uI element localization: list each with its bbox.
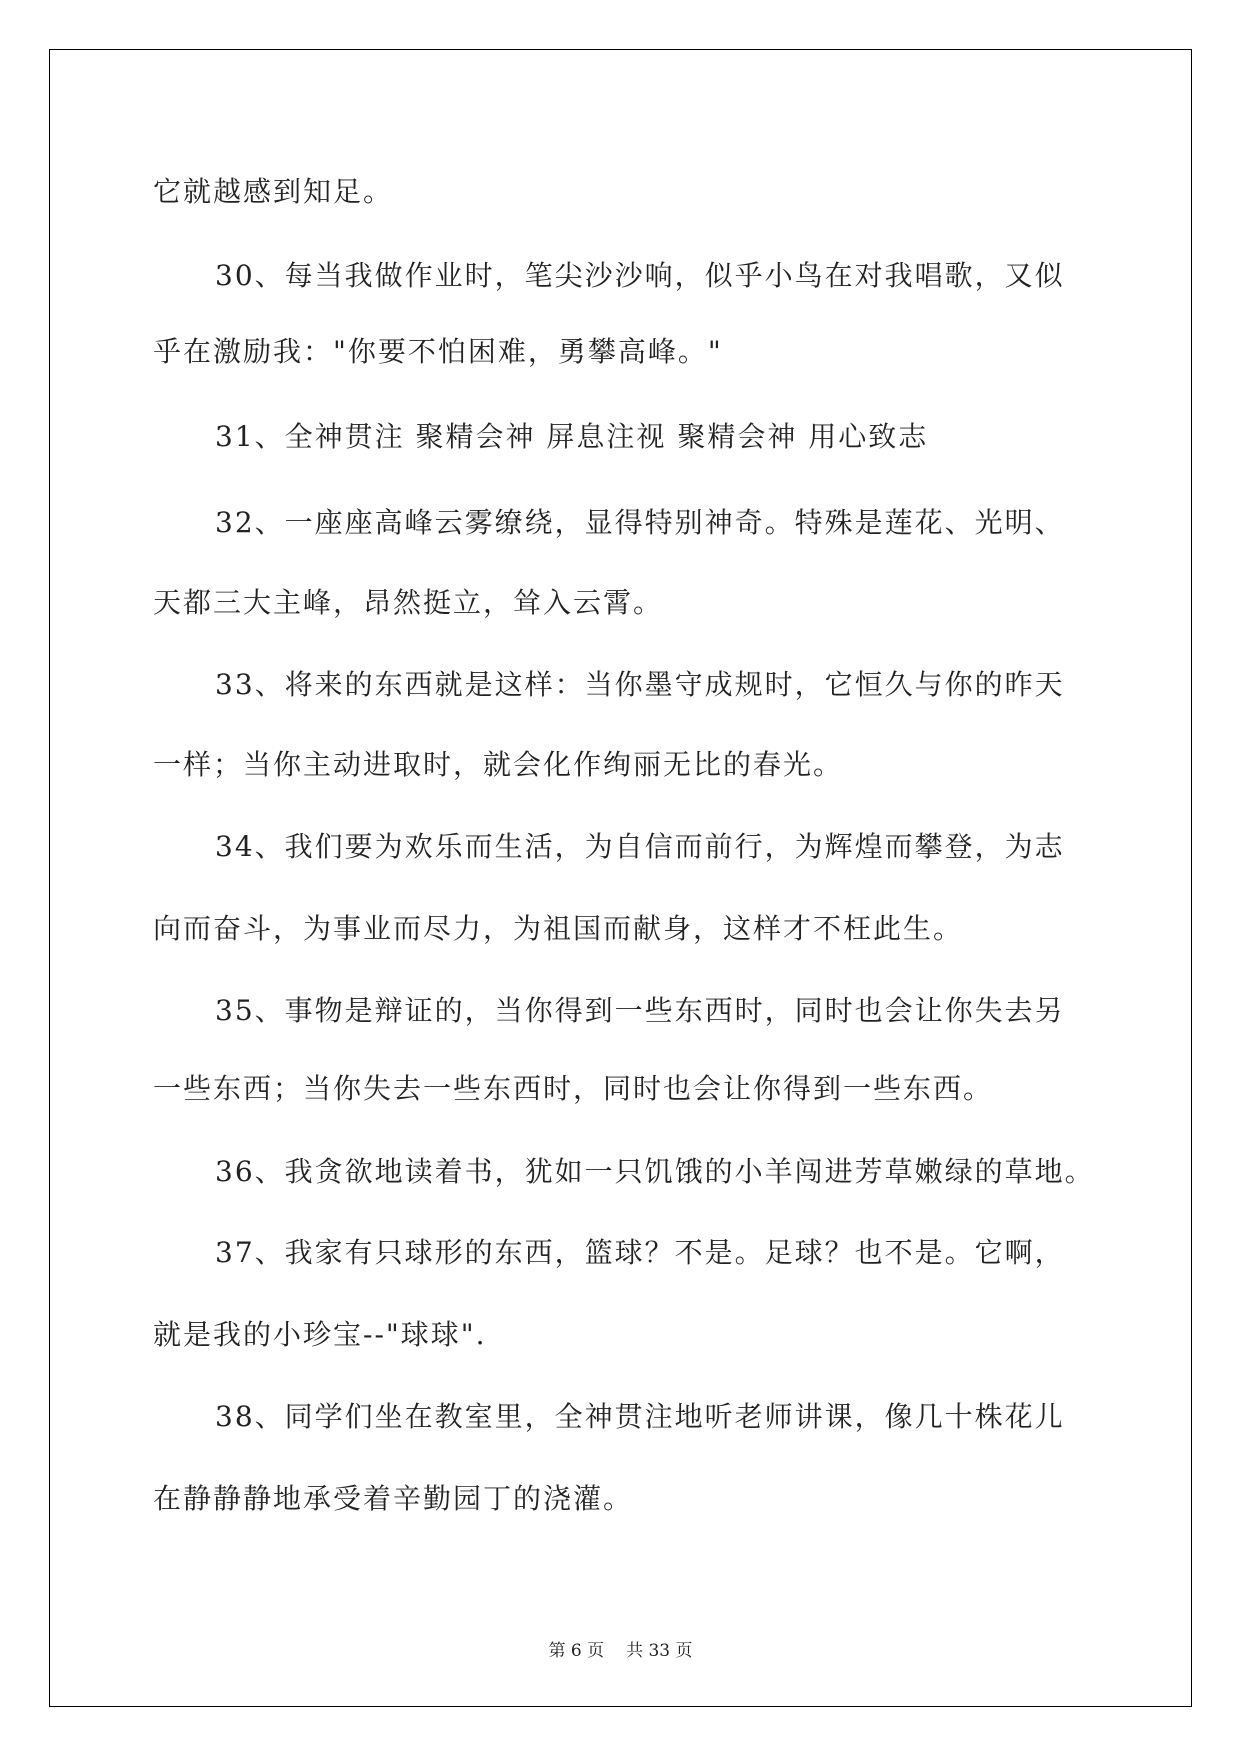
text-line: 33、将来的东西就是这样：当你墨守成规时，它恒久与你的昨天 [215, 668, 1065, 701]
page-border [49, 49, 1192, 1707]
text-line: 32、一座座高峰云雾缭绕，显得特别神奇。特殊是莲花、光明、 [215, 506, 1065, 539]
text-line: 35、事物是辩证的，当你得到一些东西时，同时也会让你失去另 [215, 994, 1065, 1027]
text-line: 37、我家有只球形的东西，篮球？不是。足球？也不是。它啊， [215, 1236, 1065, 1269]
text-line: 就是我的小珍宝--"球球". [153, 1318, 487, 1351]
text-line: 向而奋斗，为事业而尽力，为祖国而献身，这样才不枉此生。 [153, 912, 964, 945]
text-line: 在静静静地承受着辛勤园丁的浇灌。 [153, 1482, 634, 1515]
text-line: 34、我们要为欢乐而生活，为自信而前行，为辉煌而攀登，为志 [215, 830, 1065, 863]
text-line: 一些东西；当你失去一些东西时，同时也会让你得到一些东西。 [153, 1072, 994, 1105]
text-line: 36、我贪欲地读着书，犹如一只饥饿的小羊闯进芳草嫩绿的草地。 [215, 1155, 1095, 1188]
page-total: 共 33 页 [626, 1641, 693, 1661]
text-line: 38、同学们坐在教室里，全神贯注地听老师讲课，像几十株花儿 [215, 1400, 1065, 1433]
text-line: 乎在激励我："你要不怕困难，勇攀高峰。" [153, 335, 723, 368]
text-line: 它就越感到知足。 [153, 175, 394, 208]
page-footer [0, 1636, 1241, 1661]
text-line: 30、每当我做作业时，笔尖沙沙响，似乎小鸟在对我唱歌，又似 [215, 259, 1065, 292]
page-number: 第 6 页 [548, 1641, 605, 1661]
text-line: 天都三大主峰，昂然挺立，耸入云霄。 [153, 586, 664, 619]
text-line: 31、全神贯注 聚精会神 屏息注视 聚精会神 用心致志 [215, 420, 929, 453]
text-line: 一样；当你主动进取时，就会化作绚丽无比的春光。 [153, 748, 844, 781]
